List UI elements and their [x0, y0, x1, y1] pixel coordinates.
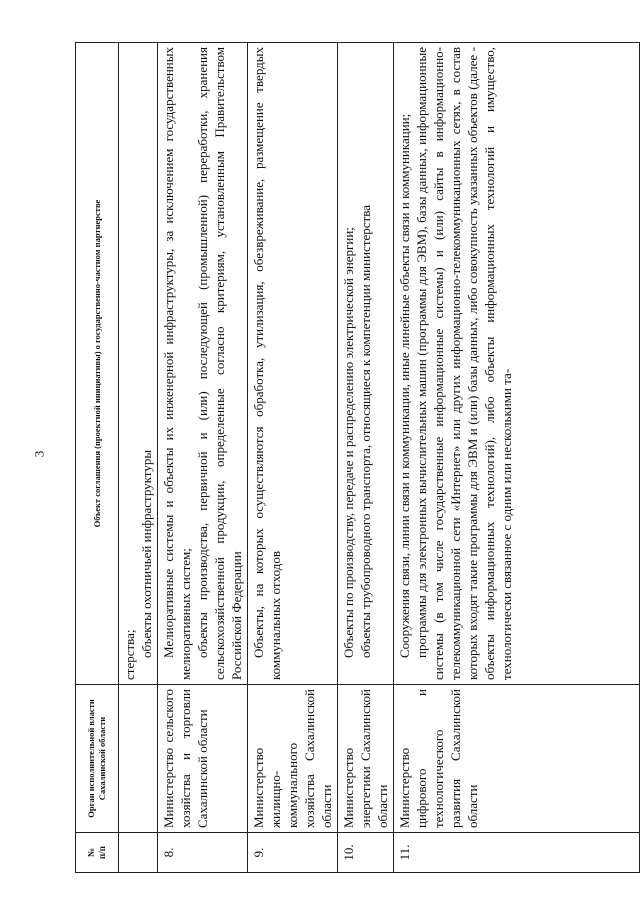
cell-row-number: 10. [338, 833, 394, 873]
cell-object-continuation [119, 43, 158, 685]
object-item: Мелиоративные системы и объекты их инженерной инфраструктуры, за исключением государственных мелиоративных систем; [161, 47, 193, 680]
cell-authority: Министерство энергетики Сахалинской области [338, 685, 394, 833]
object-item: Объекты по производству, передаче и распределению электрической энергии; [341, 227, 356, 658]
object-item: Объекты, на которых осуществляются обработка, утилизация, обезвреживание, размещение твердых коммунальных отходов [251, 47, 283, 680]
table-row [158, 43, 248, 873]
continuation-line: объекты охотничьей инфраструктуры [139, 449, 154, 658]
header-number: № п/п [76, 833, 119, 873]
continuation-line: стерства; [122, 629, 137, 680]
cell-object [158, 43, 248, 685]
ppp-objects-table [75, 42, 640, 873]
cell-authority-empty [119, 685, 158, 833]
page-number: 3 [31, 450, 47, 458]
cell-row-number: 9. [248, 833, 338, 873]
table-row [394, 43, 640, 873]
object-item: Сооружения связи, линии связи и коммуникации, иные линейные объекты связи и коммуникации; [397, 113, 412, 658]
object-item: программы для электронных вычислительных машин (программы для ЭВМ), базы данных, информационные системы (в том числе государственные информационные системы) и (или) сайты в информационно-телекоммуникационной сети «Интернет» или других информационно-телекоммуникационных сетях, в состав которых входят такие программы для ЭВМ и (или) базы данных, либо совокупность указанных объектов (далее - объекты информационных технологий), либо объекты информационных технологий и имущество, технологически связанное с одним или несколькими та- [414, 47, 514, 680]
cell-object [394, 43, 640, 685]
header-object: Объект соглашения (проектной инициативы) о государственно-частном партнерстве [76, 43, 119, 685]
table-row-continuation [119, 43, 158, 873]
table-row [248, 43, 338, 873]
cell-authority: Министерство жилищно-коммунального хозяйства Сахалинской области [248, 685, 338, 833]
cell-row-number: 11. [394, 833, 640, 873]
cell-object [338, 43, 394, 685]
cell-number-empty [119, 833, 158, 873]
table-row [338, 43, 394, 873]
cell-object [248, 43, 338, 685]
rotated-page [75, 43, 582, 873]
cell-authority: Министерство цифрового и технологического развития Сахалинской области [394, 685, 640, 833]
header-authority: Орган исполнительной власти Сахалинской области [76, 685, 119, 833]
table-header-row [76, 43, 119, 873]
cell-authority: Министерство сельского хозяйства и торговли Сахалинской области [158, 685, 248, 833]
object-item: объекты трубопроводного транспорта, относящиеся к компетенции министерства [358, 205, 373, 658]
object-item: объекты производства, первичной и (или) последующей (промышленной) переработки, хранения сельскохозяйственной продукции, определенные согласно критериям, установленным Правительством Российской Федерации [195, 47, 244, 680]
cell-row-number: 8. [158, 833, 248, 873]
